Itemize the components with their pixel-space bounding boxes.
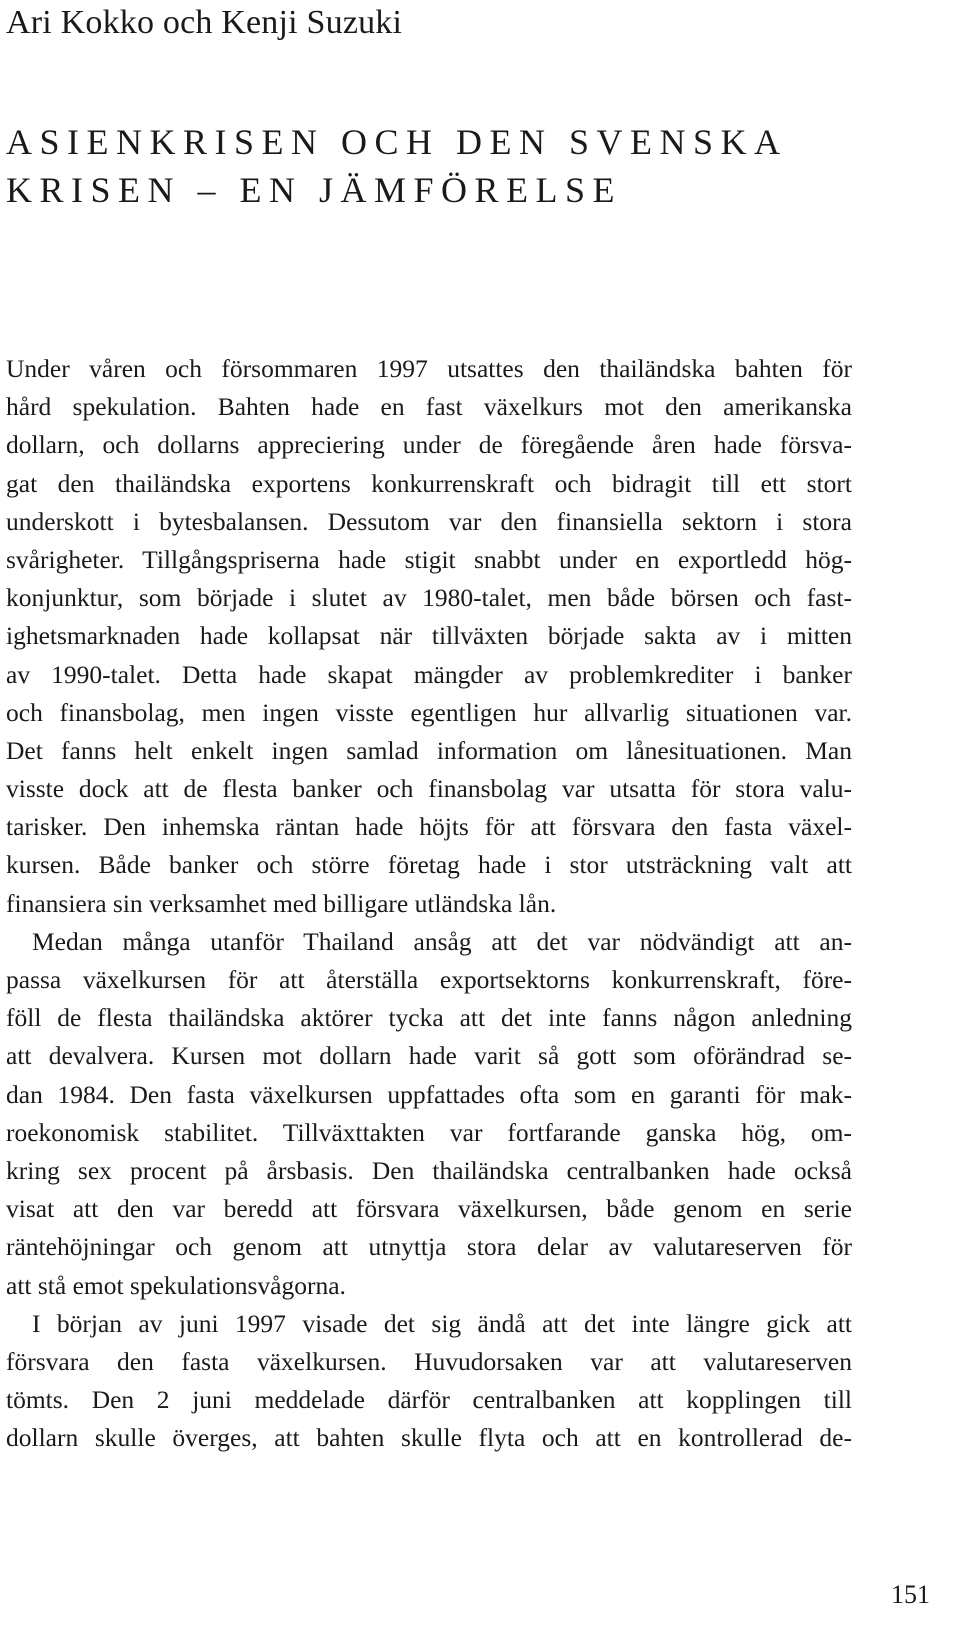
- text-line: Under våren och försommaren 1997 utsattes den thailändska bahten för: [6, 354, 852, 383]
- text-line: Medan många utanför Thailand ansåg att det var nödvändigt att an-: [32, 926, 852, 956]
- text-line: att devalvera. Kursen mot dollarn hade varit så gott som oförändrad se-: [6, 1041, 852, 1071]
- text-line: kursen. Både banker och större företag hade i stor utsträckning valt att: [6, 850, 852, 880]
- text-line: kring sex procent på årsbasis. Den thailändska centralbanken hade också: [6, 1155, 852, 1185]
- text-line: passa växelkursen för att återställa exportsektorns konkurrenskraft, före-: [6, 965, 852, 994]
- paragraph: [6, 1305, 852, 1458]
- chapter-title-line: KRISEN – EN JÄMFÖRELSE: [6, 170, 623, 210]
- chapter-title: [6, 118, 906, 214]
- text-line: konjunktur, som började i slutet av 1980-talet, men både börsen och fast-: [6, 583, 852, 613]
- text-line: föll de flesta thailändska aktörer tycka att det inte fanns någon anledning: [6, 1003, 852, 1033]
- paragraph: [6, 923, 852, 1305]
- text-line: finansiera sin verksamhet med billigare utländska lån.: [6, 888, 557, 918]
- text-line: tömts. Den 2 juni meddelade därför centralbanken att kopplingen till: [6, 1385, 852, 1415]
- text-line: roekonomisk stabilitet. Tillväxttakten var fortfarande ganska hög, om-: [6, 1117, 852, 1147]
- text-line: av 1990-talet. Detta hade skapat mängder av problemkrediter i banker: [6, 659, 852, 689]
- page-number: 151: [891, 1580, 930, 1609]
- text-line: underskott i bytesbalansen. Dessutom var den finansiella sektorn i stora: [6, 506, 852, 536]
- text-line: räntehöjningar och genom att utnyttja stora delar av valutareserven för: [6, 1232, 852, 1262]
- text-line: Det fanns helt enkelt ingen samlad information om lånesituationen. Man: [6, 735, 852, 765]
- text-line: dan 1984. Den fasta växelkursen uppfattades ofta som en garanti för mak-: [6, 1079, 852, 1109]
- text-line: tarisker. Den inhemska räntan hade höjts för att försvara den fasta växel-: [6, 812, 852, 842]
- text-line: gat den thailändska exportens konkurrenskraft och bidragit till ett stort: [6, 468, 852, 498]
- text-line: svårigheter. Tillgångspriserna hade stigit snabbt under en exportledd hög-: [6, 544, 852, 574]
- text-line: I början av juni 1997 visade det sig ändå att det inte längre gick att: [32, 1308, 852, 1338]
- text-line: hård spekulation. Bahten hade en fast växelkurs mot den amerikanska: [6, 392, 852, 422]
- text-line: att stå emot spekulationsvågorna.: [6, 1270, 346, 1300]
- text-line: försvara den fasta växelkursen. Huvudorsaken var att valutareserven: [6, 1346, 852, 1376]
- text-line: visat att den var beredd att försvara växelkursen, både genom en serie: [6, 1194, 852, 1224]
- text-line: visste dock att de flesta banker och finansbolag var utsatta för stora valu-: [6, 774, 852, 804]
- text-line: dollarn skulle överges, att bahten skulle flyta och att en kontrollerad de-: [6, 1423, 852, 1453]
- chapter-title-line: ASIENKRISEN OCH DEN SVENSKA: [6, 122, 788, 162]
- paragraph: [6, 350, 852, 923]
- author-line: Ari Kokko och Kenji Suzuki: [6, 4, 403, 41]
- body-text: [6, 350, 852, 1457]
- text-line: och finansbolag, men ingen visste egentligen hur allvarlig situationen var.: [6, 697, 852, 727]
- text-line: dollarn, och dollarns appreciering under de föregående åren hade försva-: [6, 430, 852, 460]
- text-line: ighetsmarknaden hade kollapsat när tillväxten började sakta av i mitten: [6, 621, 852, 651]
